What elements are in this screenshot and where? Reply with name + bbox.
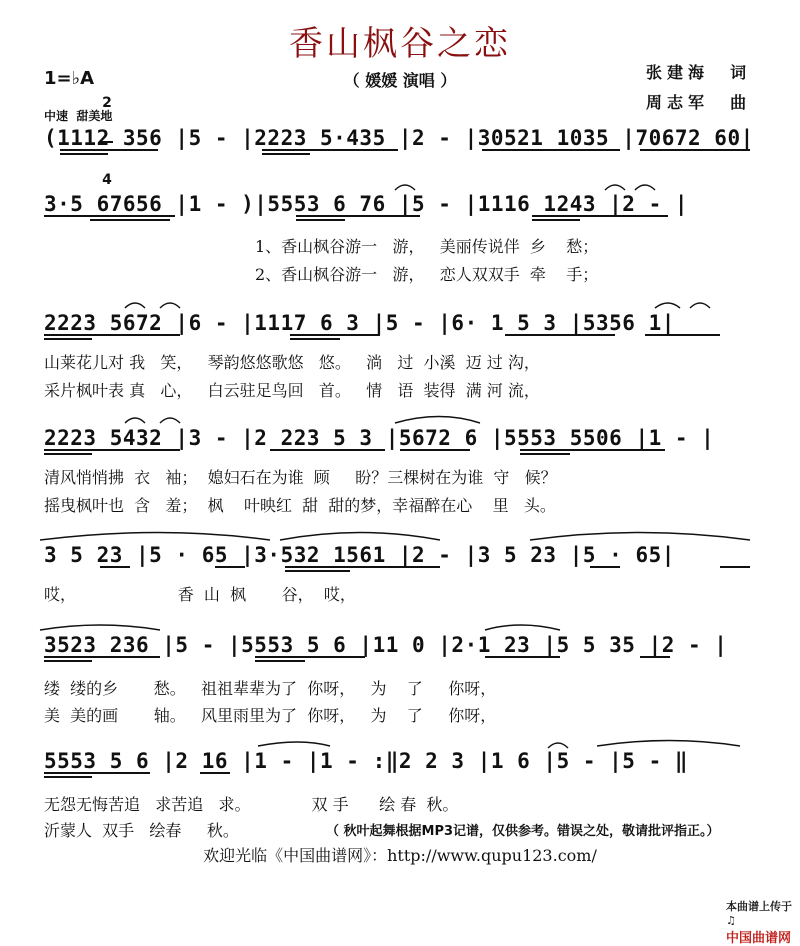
lyric-line-6a: 缕 缕的乡 愁。 祖祖辈辈为了 你呀， 为 了 你呀，: [44, 679, 497, 698]
lyric-line-2b: 2、香山枫谷游一 游， 恋人双双手 牵 手；: [255, 265, 599, 284]
lyric-line-7a: 无怨无悔苦追 求苦追 求。 双 手 绘 春 秋。: [44, 795, 459, 814]
score-line-1: (1112 356 |5 - |2223 5·435 |2 - |30521 1035 |70672 60|: [44, 126, 754, 150]
music-note-icon: ♫: [726, 914, 736, 927]
lyric-line-3a: 山莱花儿对 我 笑， 琴韵悠悠歌悠 悠。 淌 过 小溪 迈 过 沟，: [44, 353, 540, 372]
score-line-7: 5553 5 6 |2 16 |1 - |1 - :‖2 2 3 |1 6 |5 - |5 - ‖: [44, 749, 689, 773]
score-line-2: 3·5 67656 |1 - )|5553 6 76 |5 - |1116 1243 |2 - |: [44, 192, 689, 216]
lyric-line-2a: 1、香山枫谷游一 游， 美丽传说伴 乡 愁；: [255, 237, 599, 256]
meter-bottom: 4: [102, 172, 112, 188]
lyric-line-7b: 沂蒙人 双手 绘春 秋。: [44, 821, 239, 840]
score-line-6: 3523 236 |5 - |5553 5 6 |11 0 |2·1 23 |5 5 35 |2 - |: [44, 633, 728, 657]
tempo-marking: 中速 甜美地: [44, 109, 113, 123]
lyric-line-5a: 哎， 香 山 枫 谷， 哎，: [44, 585, 356, 604]
site-brand: 中国曲谱网: [726, 931, 792, 946]
lyric-line-4b: 摇曳枫叶也 含 羞； 枫 叶映红 甜 甜的梦，幸福醉在心 里 头。: [44, 496, 556, 515]
upload-label: 本曲谱上传于: [726, 900, 792, 913]
score-line-4: 2223 5432 |3 - |2 223 5 3 |5672 6 |5553 5506 |1 - |: [44, 426, 715, 450]
song-title: 香山枫谷之恋: [289, 24, 511, 64]
lyric-line-6b: 美 美的画 轴。 风里雨里为了 你呀， 为 了 你呀，: [44, 706, 497, 725]
meter-top: 2: [102, 95, 112, 111]
slur-arcs: [40, 185, 750, 748]
welcome-footer: 欢迎光临《中国曲谱网》：http://www.qupu123.com/: [203, 846, 597, 865]
singer-line: （ 媛媛 演唱 ）: [343, 71, 457, 90]
transcription-note: （ 秋叶起舞根据MP3记谱，仅供参考。错误之处，敬请批评指正。）: [326, 824, 720, 839]
key-signature: 1=♭A: [44, 68, 95, 89]
lyric-line-4a: 清风悄悄拂 衣 袖； 媳妇石在为谁 顾 盼？三棵树在为谁 守 候？: [44, 468, 557, 487]
score-line-5: 3 5 23 |5 · 65 |3·532 1561 |2 - |3 5 23 |5 · 65|: [44, 543, 675, 567]
beam-lines: [44, 150, 750, 777]
composer-credit: 周志军 曲: [646, 93, 752, 112]
lyricist-credit: 张建海 词: [646, 63, 752, 82]
score-line-3: 2223 5672 |6 - |1117 6 3 |5 - |6· 1 5 3 |5356 1|: [44, 311, 675, 335]
lyric-line-3b: 采片枫叶表 真 心， 白云驻足鸟回 首。 情 语 装得 满 河 流，: [44, 381, 540, 400]
